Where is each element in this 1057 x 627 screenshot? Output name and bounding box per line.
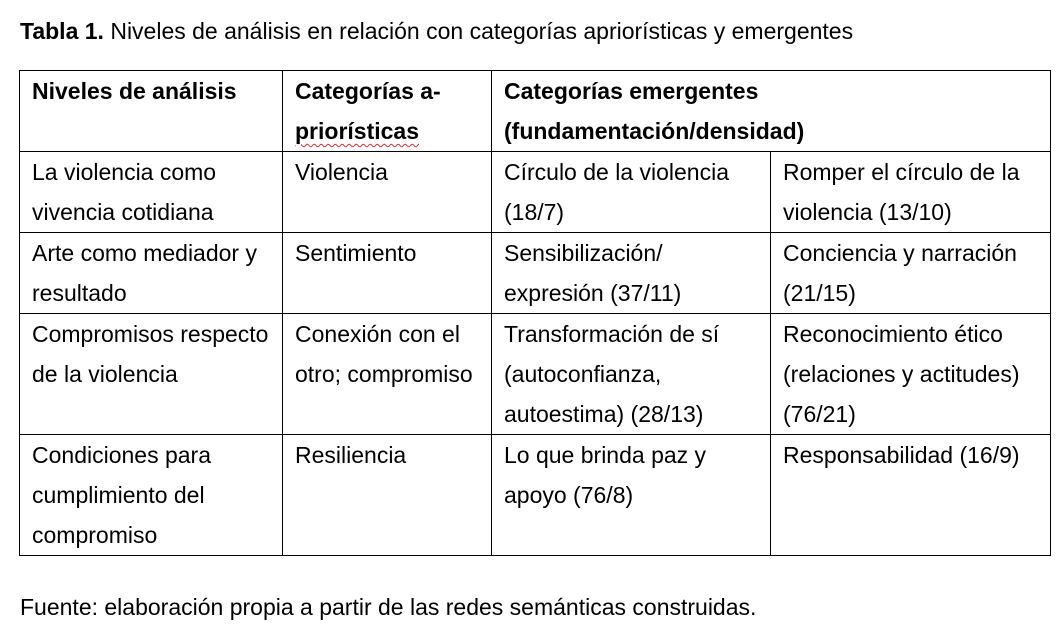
emergent2-cell: Responsabilidad (16/9)	[771, 435, 1051, 556]
level-cell: Condiciones para cumplimiento del compromiso	[20, 435, 283, 556]
emergent1-cell: Lo que brinda paz y apoyo (76/8)	[492, 435, 771, 556]
level-cell: Compromisos respecto de la violencia	[20, 314, 283, 435]
caption-text: Niveles de análisis en relación con categorías apriorísticas y emergentes	[110, 18, 854, 44]
header-emergent-line1: Categorías emergentes	[504, 78, 759, 104]
table-row	[20, 152, 1051, 233]
level-cell: Arte como mediador y resultado	[20, 233, 283, 314]
emergent1-cell: Sensibilización/ expresión (37/11)	[492, 233, 771, 314]
header-apriori-line1: Categorías a-	[295, 78, 441, 104]
apriori-cell: Resiliencia	[283, 435, 492, 556]
emergent2-cell: Reconocimiento ético (relaciones y actitudes) (76/21)	[771, 314, 1051, 435]
apriori-cell: Sentimiento	[283, 233, 492, 314]
table-row	[20, 233, 1051, 314]
emergent2-cell: Romper el círculo de la violencia (13/10)	[771, 152, 1051, 233]
caption-label: Tabla 1.	[20, 18, 104, 44]
apriori-cell: Conexión con el otro; compromiso	[283, 314, 492, 435]
header-apriori	[283, 71, 492, 152]
table-row	[20, 314, 1051, 435]
table-header-row	[20, 71, 1051, 152]
table-caption	[20, 14, 853, 48]
header-emergent-line2: (fundamentación/densidad)	[504, 118, 805, 144]
emergent1-cell: Círculo de la violencia (18/7)	[492, 152, 771, 233]
apriori-cell: Violencia	[283, 152, 492, 233]
analysis-levels-table	[19, 70, 1051, 556]
emergent1-cell: Transformación de sí (autoconfianza, autoestima) (28/13)	[492, 314, 771, 435]
header-apriori-line2: priorísticas	[295, 118, 419, 144]
emergent2-cell: Conciencia y narración (21/15)	[771, 233, 1051, 314]
table-source-note: Fuente: elaboración propia a partir de las redes semánticas construidas.	[20, 594, 757, 620]
level-cell: La violencia como vivencia cotidiana	[20, 152, 283, 233]
header-levels: Niveles de análisis	[20, 71, 283, 152]
table-row	[20, 435, 1051, 556]
header-emergent	[492, 71, 1051, 152]
